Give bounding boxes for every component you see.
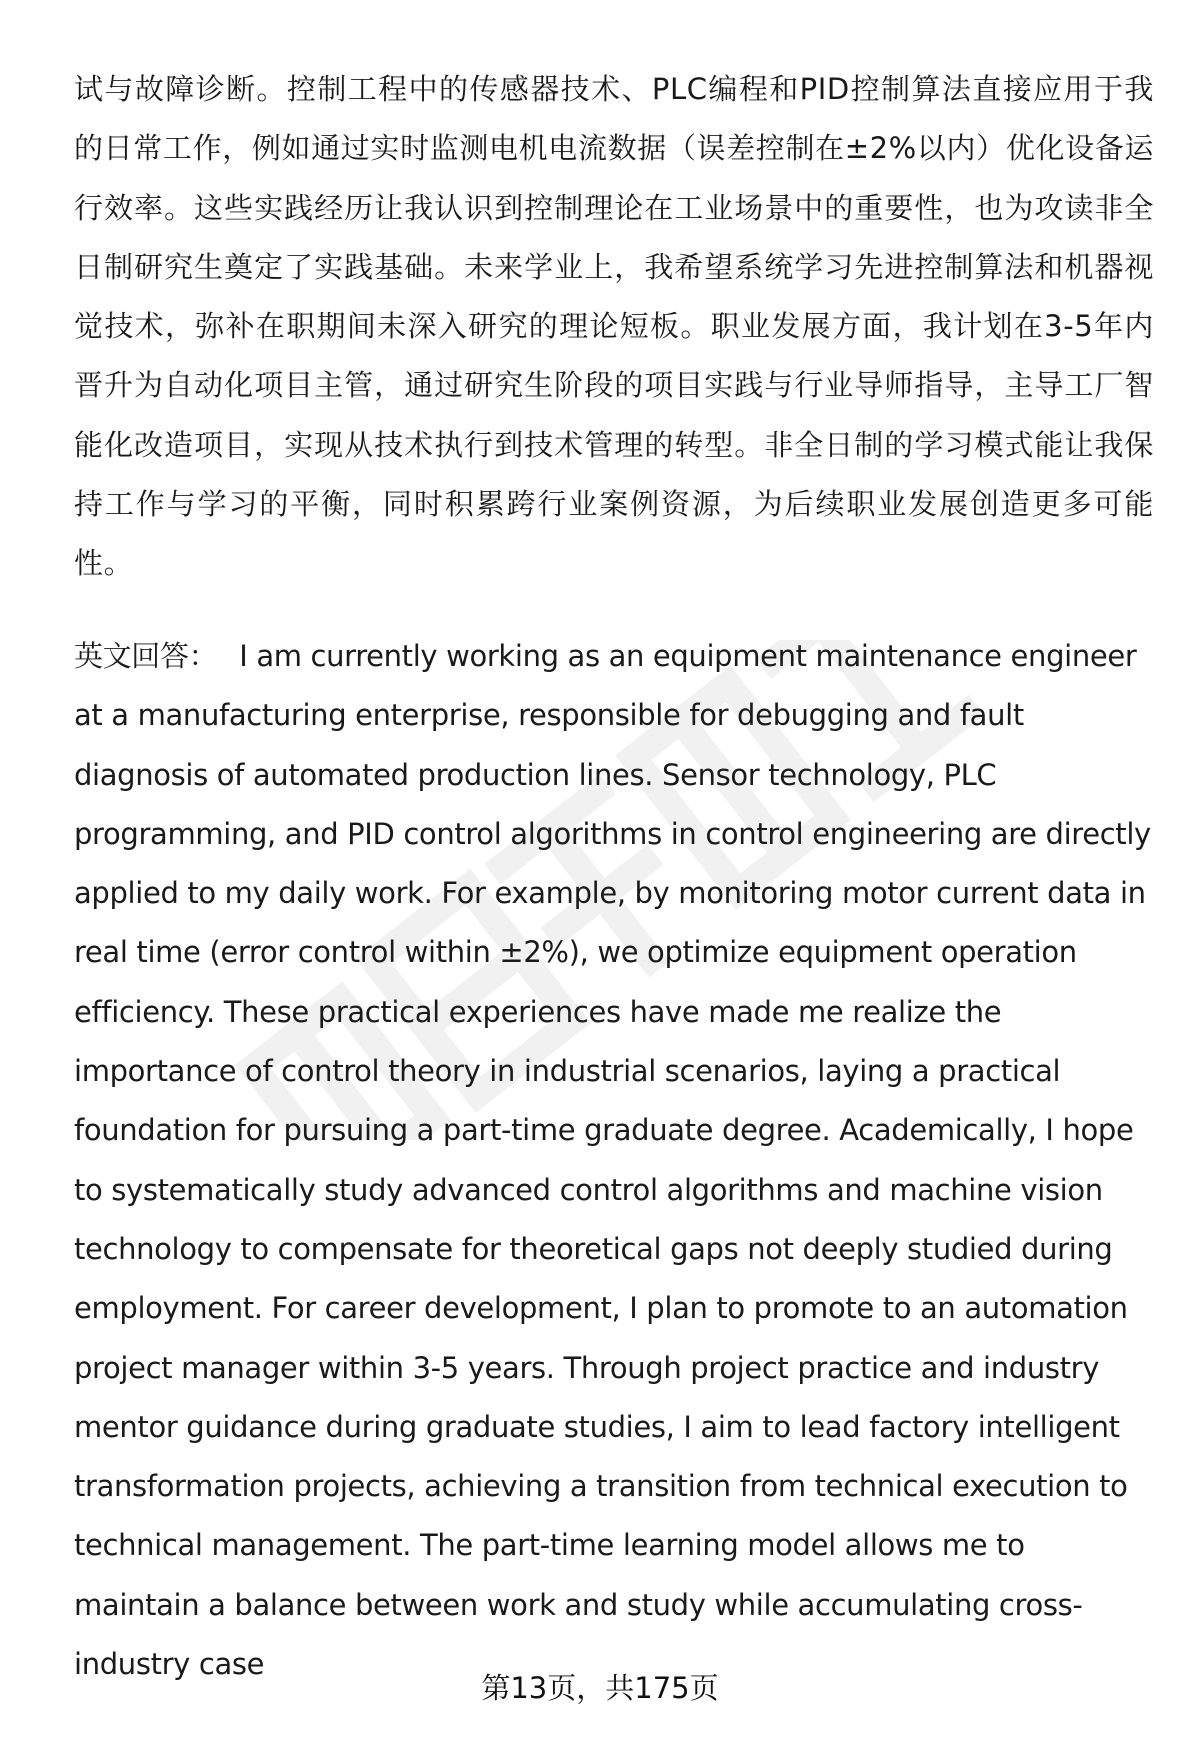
chinese-answer-paragraph: 试与故障诊断。控制工程中的传感器技术、PLC编程和PID控制算法直接应用于我的日常工作，例如通过实时监测电机电流数据（误差控制在±2%以内）优化设备运行效率。这些实践经历让我认识到控制理论在工业场景中的重要性，也为攻读非全日制研究生奠定了实践基础。未来学业上，我希望系统学习先进控制算法和机器视觉技术，弥补在职期间未深入研究的理论短板。职业发展方面，我计划在3-5年内晋升为自动化项目主管，通过研究生阶段的项目实践与行业导师指导，主导工厂智能化改造项目，实现从技术执行到技术管理的转型。非全日制的学习模式能让我保持工作与学习的平衡，同时积累跨行业案例资源，为后续职业发展创造更多可能性。 xyxy=(74,72,1154,581)
english-answer-text: I am currently working as an equipment maintenance engineer at a manufacturing enterprise, responsible for debugging and fault diagnosis of automated production lines. Sensor technology, PLC programming, and PID control algorithms in control engineering are directly applied to my daily work. For example, by monitoring motor current data in real time (error control within ±2%), we optimize equipment operation efficiency. These practical experiences have made me realize the importance of control theory in industrial scenarios, laying a practical foundation for pursuing a part-time graduate degree. Academically, I hope to systematically study advanced control algorithms and machine vision technology to compensate for theoretical gaps not deeply studied during employment. For career development, I plan to promote to an automation project manager within 3-5 years. Through project practice and industry mentor guidance during graduate studies, I aim to lead factory intelligent transformation projects, achieving a transition from technical execution to technical management. The part-time learning model allows me to maintain a balance between work and study while accumulating cross-industry case xyxy=(74,639,1151,1682)
page-number-footer: 第13页，共175页 xyxy=(481,1671,719,1705)
english-answer-label: 英文回答： xyxy=(74,639,218,673)
english-answer-paragraph xyxy=(74,627,1154,1694)
